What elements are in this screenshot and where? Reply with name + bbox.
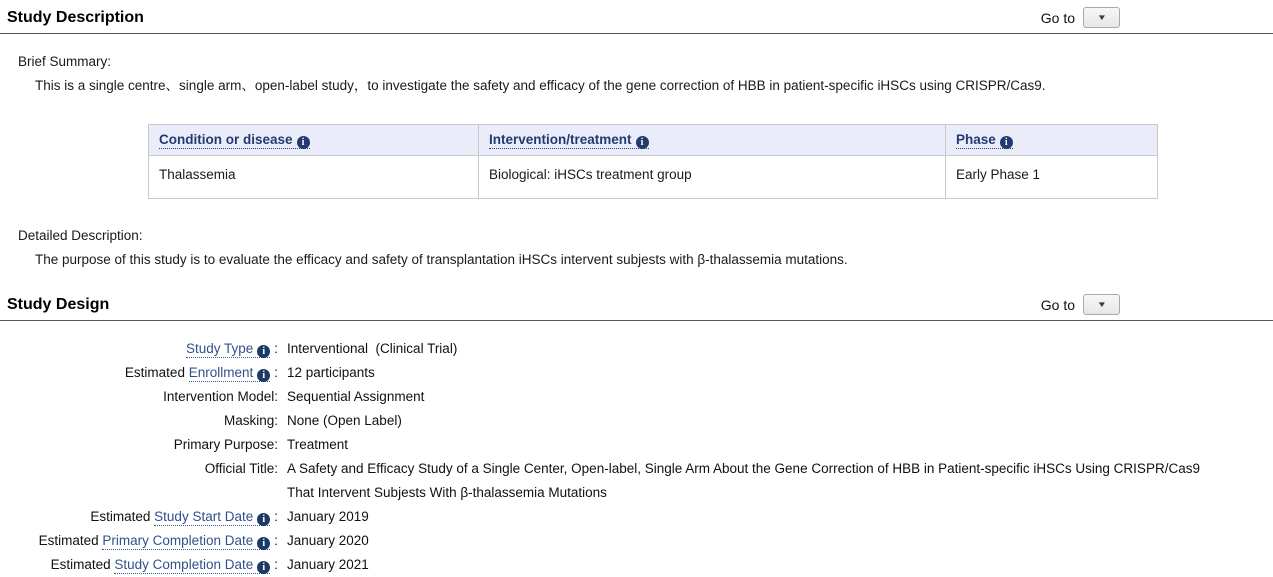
enrollment-value: 12 participants (287, 365, 375, 381)
chevron-down-icon: ▼ (1096, 299, 1107, 309)
primary-completion-date-link[interactable]: Primary Completion Date i (102, 533, 270, 550)
goto-label: Go to (1040, 296, 1075, 313)
design-row-masking (0, 409, 1273, 433)
study-type-link[interactable]: Study Type i (186, 341, 270, 358)
info-icon[interactable]: i (257, 561, 270, 574)
label-prefix: Estimated (38, 533, 103, 549)
detailed-description-label: Detailed Description: (18, 228, 143, 244)
design-row-study-type (0, 337, 1273, 361)
official-title-value: A Safety and Efficacy Study of a Single Center, Open-label, Single Arm About the Gene Correction of HBB in Patient-specific iHSCs Using CRISPR/Cas9 That Intervent Subjests With β-thalassemia Mutations (287, 461, 1204, 501)
study-completion-date-link[interactable]: Study Completion Date i (114, 557, 270, 574)
design-row-primary-purpose (0, 433, 1273, 457)
intervention-cell: Biological: iHSCs treatment group (479, 156, 946, 199)
design-row-start-date (0, 505, 1273, 529)
column-header-phase (946, 125, 1158, 156)
intervention-model-label: Intervention Model: (163, 389, 278, 405)
intervention-model-value: Sequential Assignment (287, 389, 425, 405)
study-type-value: Interventional (Clinical Trial) (287, 341, 458, 357)
design-row-enrollment (0, 361, 1273, 385)
label-colon: : (274, 557, 278, 573)
label-colon: : (274, 365, 278, 381)
chevron-down-icon: ▼ (1096, 12, 1107, 22)
design-row-official-title (0, 457, 1273, 505)
design-row-primary-completion-date (0, 529, 1273, 553)
official-title-label: Official Title: (204, 461, 278, 477)
goto-dropdown[interactable] (1083, 7, 1120, 28)
page-title: Study Description (7, 8, 144, 26)
primary-purpose-label: Primary Purpose: (173, 437, 278, 453)
label-prefix: Estimated (90, 509, 155, 525)
label-prefix: Estimated (124, 365, 189, 381)
phase-cell: Early Phase 1 (946, 156, 1158, 199)
enrollment-link[interactable]: Enrollment i (189, 365, 271, 382)
masking-value: None (Open Label) (287, 413, 402, 429)
label-prefix: Estimated (50, 557, 115, 573)
table-row (149, 156, 1158, 199)
info-icon[interactable]: i (257, 369, 270, 382)
info-icon[interactable]: i (257, 345, 270, 358)
brief-summary-text: This is a single centre、single arm、open-label study，to investigate the safety and efficacy of the gene correction of HBB in patient-specific iHSCs using CRISPR/Cas9. (35, 78, 1046, 93)
primary-completion-date-value: January 2020 (287, 533, 369, 549)
design-row-intervention-model (0, 385, 1273, 409)
label-colon: : (274, 533, 278, 549)
info-icon[interactable]: i (257, 513, 270, 526)
info-icon[interactable]: i (257, 537, 270, 550)
study-start-date-link[interactable]: Study Start Date i (154, 509, 270, 526)
table-header-row (149, 125, 1158, 156)
label-colon: : (274, 341, 278, 357)
info-icon[interactable]: i (297, 136, 310, 149)
info-icon[interactable]: i (636, 136, 649, 149)
study-start-date-value: January 2019 (287, 509, 369, 525)
masking-label: Masking: (223, 413, 278, 429)
study-design-list (0, 337, 1273, 577)
column-header-intervention-link[interactable]: Intervention/treatment i (489, 132, 649, 149)
design-row-study-completion-date (0, 553, 1273, 577)
conditions-table (148, 124, 1158, 199)
info-icon[interactable]: i (1000, 136, 1013, 149)
primary-purpose-value: Treatment (287, 437, 349, 453)
column-header-intervention (479, 125, 946, 156)
goto-control (1041, 294, 1120, 315)
goto-label: Go to (1040, 9, 1075, 26)
study-completion-date-value: January 2021 (287, 557, 369, 573)
study-design-header (0, 287, 1273, 321)
study-design-title: Study Design (7, 295, 110, 313)
goto-dropdown[interactable] (1083, 294, 1120, 315)
condition-cell: Thalassemia (149, 156, 479, 199)
detailed-description-text: The purpose of this study is to evaluate the efficacy and safety of transplantation iHSCs intervent subjests with β-thalassemia mutations. (35, 252, 848, 268)
brief-summary-label: Brief Summary: (18, 54, 112, 69)
column-header-condition (149, 125, 479, 156)
column-header-condition-link[interactable]: Condition or disease i (159, 132, 310, 149)
goto-control (1041, 7, 1120, 28)
study-description-header (0, 0, 1273, 34)
column-header-phase-link[interactable]: Phase i (956, 132, 1013, 149)
label-colon: : (274, 509, 278, 525)
